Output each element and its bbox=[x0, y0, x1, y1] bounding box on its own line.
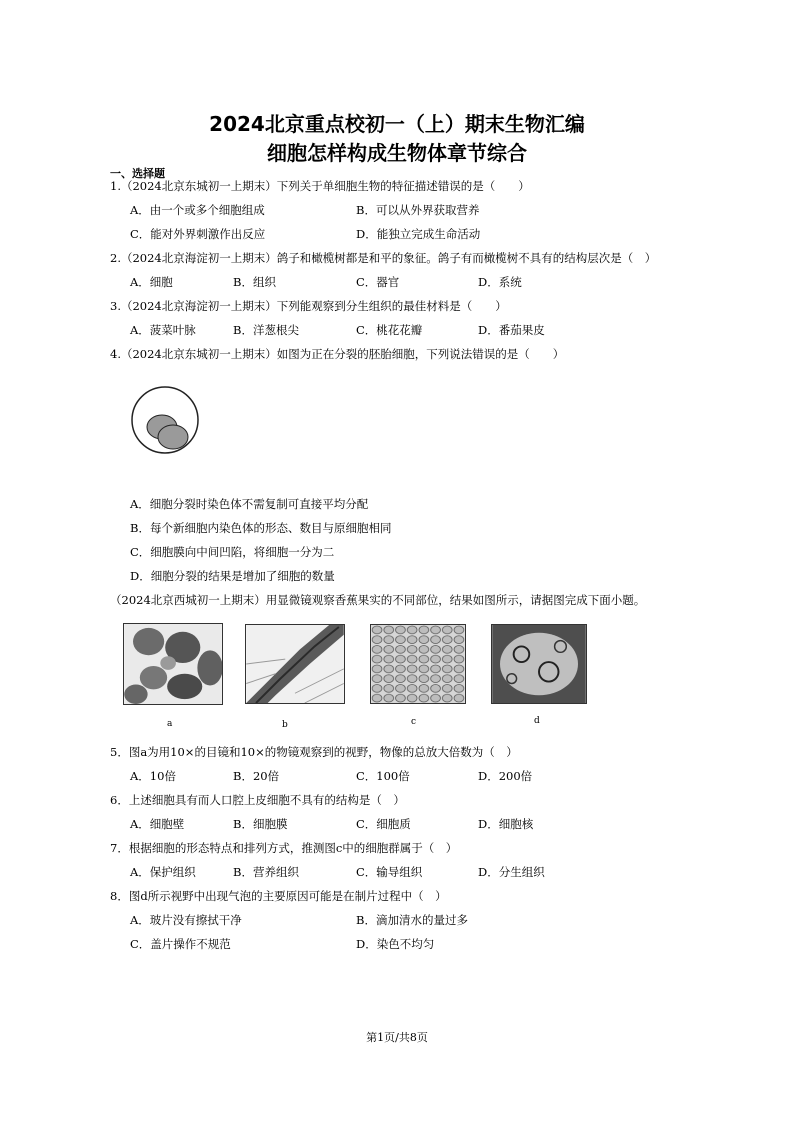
micrograph-c bbox=[370, 624, 466, 704]
question-8-option-c: C．盖片操作不规范 bbox=[130, 937, 231, 951]
question-8-option-d: D．染色不均匀 bbox=[356, 937, 435, 951]
question-1-option-d: D．能独立完成生命活动 bbox=[356, 227, 481, 241]
caption-b: b bbox=[282, 720, 288, 730]
question-6-option-a: A．细胞壁 bbox=[130, 817, 185, 831]
question-3-option-c: C．桃花花瓣 bbox=[356, 323, 423, 337]
question-4-option-c: C．细胞膜向中间凹陷，将细胞一分为二 bbox=[130, 545, 335, 559]
question-1-option-a: A．由一个或多个细胞组成 bbox=[130, 203, 265, 217]
document-title: 2024北京重点校初一（上）期末生物汇编 bbox=[209, 112, 585, 136]
question-7-option-d: D．分生组织 bbox=[478, 865, 545, 879]
question-3-option-d: D．番茄果皮 bbox=[478, 323, 545, 337]
question-2-option-c: C．器官 bbox=[356, 275, 400, 289]
question-2-option-a: A．细胞 bbox=[130, 275, 173, 289]
question-1-stem: 1.（2024北京东城初一上期末）下列关于单细胞生物的特征描述错误的是（ ） bbox=[110, 179, 530, 193]
nucleus-right bbox=[158, 425, 188, 449]
question-7-option-b: B．营养组织 bbox=[233, 865, 299, 879]
page-footer: 第1页/共8页 bbox=[366, 1031, 428, 1044]
question-4-stem: 4.（2024北京东城初一上期末）如图为正在分裂的胚胎细胞，下列说法错误的是（ ） bbox=[110, 347, 565, 361]
question-4-option-a: A．细胞分裂时染色体不需复制可直接平均分配 bbox=[130, 497, 369, 511]
dividing-cell-figure bbox=[130, 385, 200, 455]
question-8-stem: 8．图d所示视野中出现气泡的主要原因可能是在制片过程中（ ） bbox=[110, 889, 447, 903]
caption-c: c bbox=[411, 717, 417, 727]
question-6-option-d: D．细胞核 bbox=[478, 817, 534, 831]
question-6-stem: 6．上述细胞具有而人口腔上皮细胞不具有的结构是（ ） bbox=[110, 793, 405, 807]
document-subtitle: 细胞怎样构成生物体章节综合 bbox=[267, 141, 527, 165]
question-5-option-b: B．20倍 bbox=[233, 769, 280, 783]
question-2-option-b: B．组织 bbox=[233, 275, 276, 289]
question-8-option-a: A．玻片没有擦拭干净 bbox=[130, 913, 242, 927]
question-group-intro: （2024北京西城初一上期末）用显微镜观察香蕉果实的不同部位，结果如图所示，请据图完成下面小题。 bbox=[110, 593, 646, 607]
section-heading: 一、选择题 bbox=[110, 167, 165, 180]
caption-a: a bbox=[167, 719, 173, 729]
question-3-stem: 3.（2024北京海淀初一上期末）下列能观察到分生组织的最佳材料是（ ） bbox=[110, 299, 507, 313]
micrograph-a bbox=[123, 623, 223, 705]
question-5-stem: 5．图a为用10×的目镜和10×的物镜观察到的视野，物像的总放大倍数为（ ） bbox=[110, 745, 518, 759]
question-5-option-c: C．100倍 bbox=[356, 769, 410, 783]
question-3-option-b: B．洋葱根尖 bbox=[233, 323, 299, 337]
question-3-option-a: A．菠菜叶脉 bbox=[130, 323, 196, 337]
question-7-stem: 7．根据细胞的形态特点和排列方式，推测图c中的细胞群属于（ ） bbox=[110, 841, 458, 855]
question-5-option-d: D．200倍 bbox=[478, 769, 533, 783]
question-4-option-d: D．细胞分裂的结果是增加了细胞的数量 bbox=[130, 569, 335, 583]
question-1-option-c: C．能对外界刺激作出反应 bbox=[130, 227, 266, 241]
question-1-option-b: B．可以从外界获取营养 bbox=[356, 203, 480, 217]
question-7-option-a: A．保护组织 bbox=[130, 865, 196, 879]
question-6-option-b: B．细胞膜 bbox=[233, 817, 288, 831]
question-6-option-c: C．细胞质 bbox=[356, 817, 411, 831]
question-8-option-b: B．滴加清水的量过多 bbox=[356, 913, 468, 927]
question-2-stem: 2.（2024北京海淀初一上期末）鸽子和橄榄树都是和平的象征。鸽子有而橄榄树不具有的结构层次是（ ） bbox=[110, 251, 657, 265]
question-5-option-a: A．10倍 bbox=[130, 769, 176, 783]
micrograph-d bbox=[491, 624, 587, 704]
question-4-option-b: B．每个新细胞内染色体的形态、数目与原细胞相同 bbox=[130, 521, 392, 535]
question-2-option-d: D．系统 bbox=[478, 275, 522, 289]
caption-d: d bbox=[534, 716, 540, 726]
micrograph-b bbox=[245, 624, 345, 704]
question-7-option-c: C．输导组织 bbox=[356, 865, 423, 879]
